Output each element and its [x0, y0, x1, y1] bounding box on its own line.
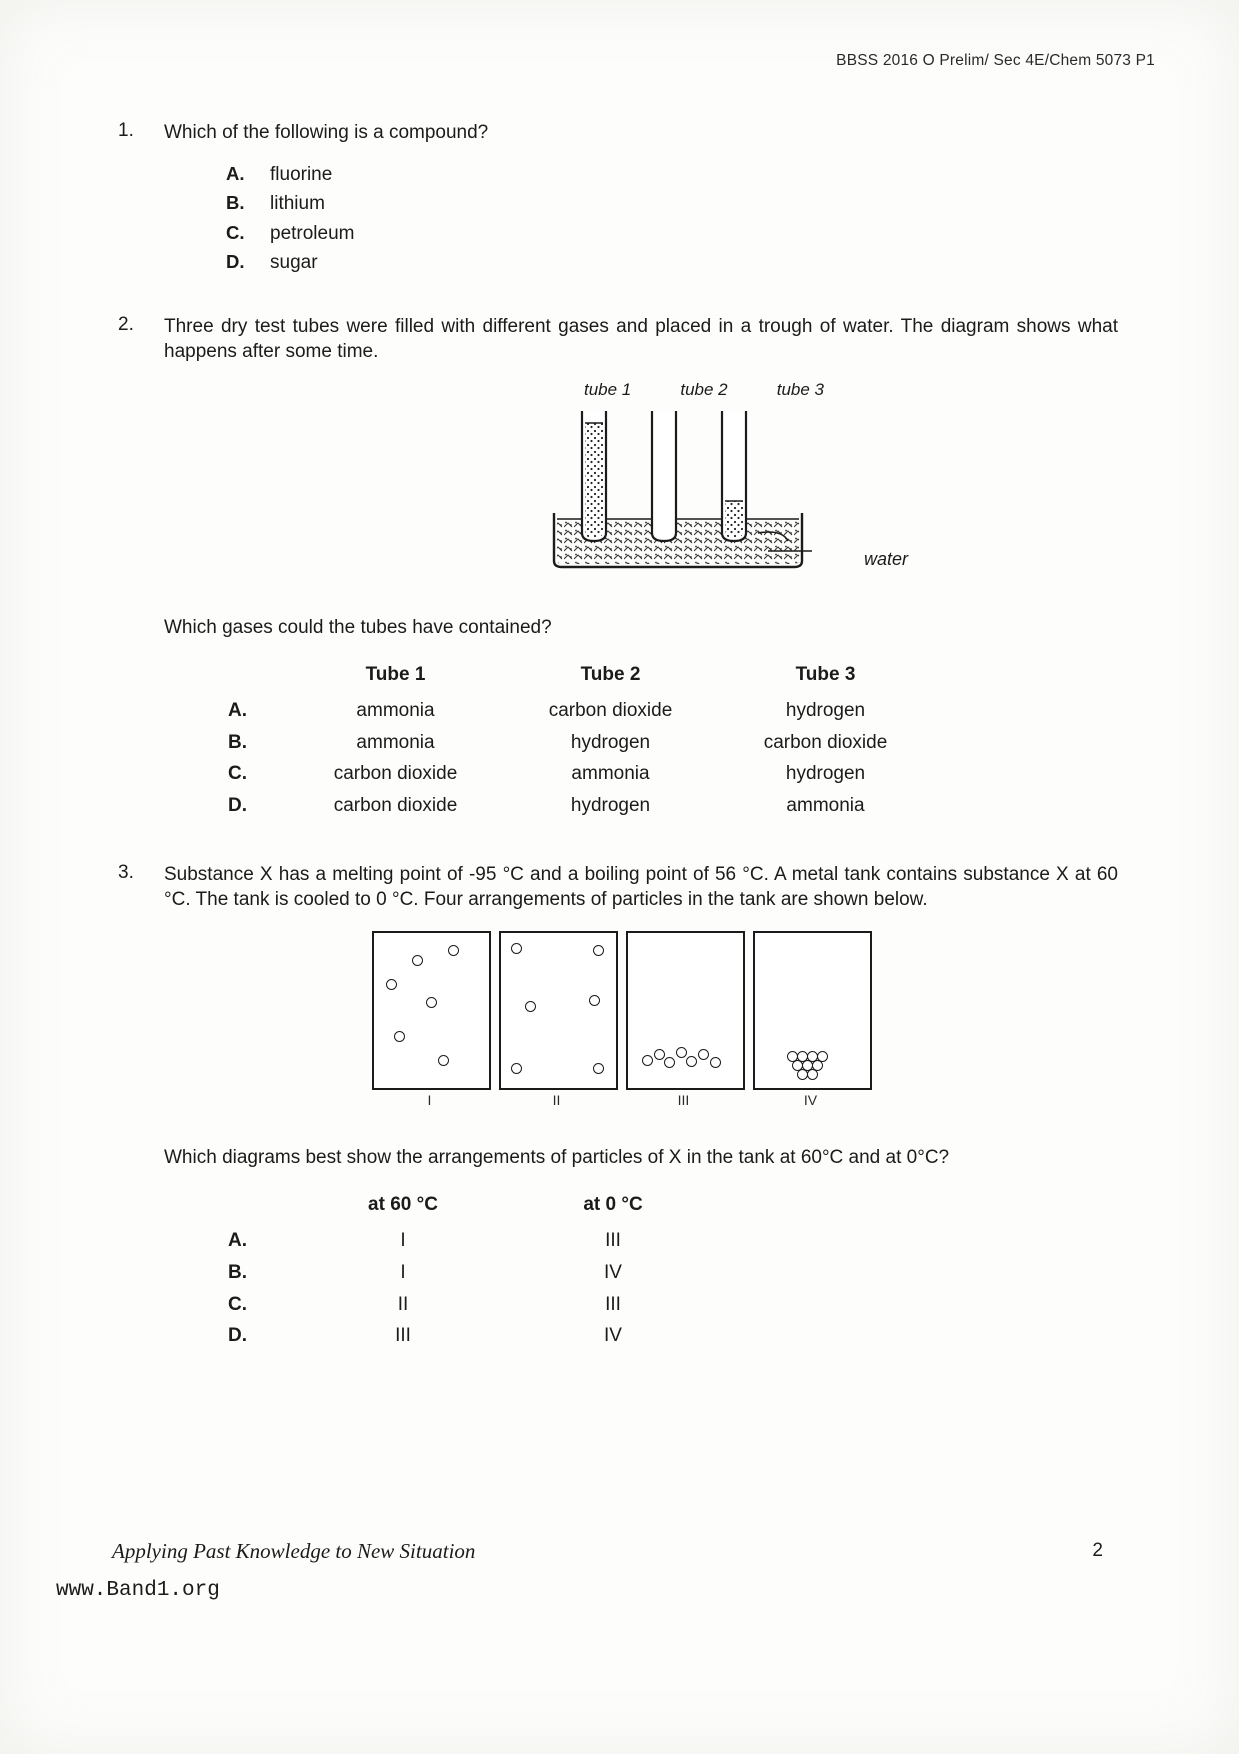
question-3-followup: Which diagrams best show the arrangements of particles of X in the tank at 60°C and at 0°C?: [164, 1147, 950, 1169]
particle: [686, 1056, 697, 1067]
particle-box-4-wrap: [753, 931, 868, 1109]
particle: [394, 1031, 405, 1042]
question-1-options: [226, 160, 1118, 278]
cell: ammonia: [356, 731, 435, 753]
question-2: [118, 314, 1118, 822]
option-letter: A.: [226, 162, 245, 184]
question-3-stem: Substance X has a melting point of -95 °C and a boiling point of 56 °C. A metal tank contains substance X at 60 °C. The tank is cooled to 0 °C. Four arrangements of particles in the tank are shown below.: [164, 863, 1118, 911]
cell: III: [395, 1325, 411, 1347]
cell: carbon dioxide: [763, 731, 888, 753]
question-2-stem: Three dry test tubes were filled with different gases and placed in a trough of water. The diagram shows what happens after some time.: [164, 315, 1118, 363]
particle-box-3-wrap: [626, 931, 741, 1109]
table-header-row: [226, 1189, 718, 1226]
option-row[interactable]: [226, 219, 1118, 249]
particle-box-gas-corners: [499, 931, 618, 1090]
option-row[interactable]: [226, 160, 1118, 190]
box-caption-3: III: [677, 1092, 690, 1109]
document-content: [118, 120, 1118, 1362]
column-header-tube-1: Tube 1: [365, 663, 426, 685]
option-text: fluorine: [270, 163, 333, 185]
cell: III: [605, 1293, 621, 1315]
option-letter: A.: [228, 700, 247, 722]
particle: [593, 1063, 604, 1074]
cell: carbon dioxide: [333, 795, 458, 817]
option-text: lithium: [270, 193, 325, 215]
cell: I: [400, 1230, 406, 1252]
option-letter: D.: [228, 795, 247, 817]
table-row[interactable]: [226, 727, 933, 759]
question-1-number: 1.: [118, 120, 134, 141]
question-2-followup: Which gases could the tubes have contained?: [164, 616, 552, 638]
particle-boxes: [372, 931, 868, 1109]
table-row[interactable]: [226, 1257, 718, 1289]
cell: I: [400, 1261, 406, 1283]
particle: [426, 997, 437, 1008]
particle: [438, 1055, 449, 1066]
option-letter: D.: [228, 1325, 247, 1347]
question-1-stem: Which of the following is a compound?: [164, 122, 489, 143]
question-3: [118, 862, 1118, 1352]
particle: [642, 1055, 653, 1066]
particle-box-1-wrap: [372, 931, 487, 1109]
particle: [654, 1049, 665, 1060]
cell: carbon dioxide: [548, 700, 673, 722]
cell: ammonia: [356, 700, 435, 722]
particle: [807, 1069, 818, 1080]
particle: [664, 1057, 675, 1068]
particle-box-gas-spread: [372, 931, 491, 1090]
option-letter: D.: [226, 251, 245, 273]
particle: [386, 979, 397, 990]
table-row[interactable]: [226, 790, 933, 822]
option-text: sugar: [270, 252, 318, 274]
option-letter: A.: [228, 1230, 247, 1252]
particle: [448, 945, 459, 956]
option-row[interactable]: [226, 189, 1118, 219]
particle: [589, 995, 600, 1006]
cell: IV: [604, 1261, 622, 1283]
option-row[interactable]: [226, 248, 1118, 278]
particle: [412, 955, 423, 966]
option-letter: C.: [226, 221, 245, 243]
option-letter: B.: [226, 192, 245, 214]
column-header-tube-2: Tube 2: [580, 663, 641, 685]
empty-header: [226, 659, 288, 696]
table-header-row: [226, 659, 933, 696]
question-3-number: 3.: [118, 861, 134, 883]
table-row[interactable]: [226, 1225, 718, 1257]
table-row[interactable]: [226, 695, 933, 727]
cell: hydrogen: [570, 795, 651, 817]
particle-arrangement-figure: [164, 931, 1164, 1131]
particle-box-liquid: [626, 931, 745, 1090]
particle: [593, 945, 604, 956]
particle-box-solid: [753, 931, 872, 1090]
footer-note: Applying Past Knowledge to New Situation: [112, 1539, 476, 1563]
option-letter: C.: [228, 763, 247, 785]
box-caption-4: IV: [803, 1092, 818, 1109]
option-letter: B.: [228, 731, 247, 753]
cell: hydrogen: [570, 731, 651, 753]
trough-svg: [544, 401, 864, 581]
cell: ammonia: [786, 795, 865, 817]
question-1: [118, 120, 1118, 278]
cell: IV: [604, 1325, 622, 1347]
tube-1-label: tube 1: [584, 379, 632, 399]
cell: hydrogen: [785, 700, 866, 722]
tube-3-label: tube 3: [776, 379, 824, 399]
empty-header: [226, 1189, 298, 1226]
column-header-at-60: at 60 °C: [368, 1193, 438, 1215]
box-caption-1: I: [427, 1092, 432, 1109]
table-row[interactable]: [226, 1320, 718, 1352]
cell: hydrogen: [785, 763, 866, 785]
particle: [676, 1047, 687, 1058]
box-caption-2: II: [552, 1092, 561, 1109]
trough-diagram: [544, 401, 864, 589]
cell: carbon dioxide: [333, 763, 458, 785]
question-2-answer-table: [226, 659, 933, 822]
column-header-at-0: at 0 °C: [583, 1193, 643, 1215]
footer-page-number: 2: [1092, 1540, 1103, 1561]
question-3-answer-table: [226, 1189, 718, 1352]
option-letter: B.: [228, 1261, 247, 1283]
particle: [698, 1049, 709, 1060]
particle: [710, 1057, 721, 1068]
tube-labels: [584, 379, 824, 402]
question-2-number: 2.: [118, 313, 134, 335]
tube-2-label: tube 2: [680, 379, 728, 399]
particle-box-2-wrap: [499, 931, 614, 1109]
water-label: water: [864, 548, 909, 569]
cell: ammonia: [571, 763, 650, 785]
footer-url: www.Band1.org: [56, 1579, 220, 1602]
option-text: petroleum: [270, 222, 355, 244]
column-header-tube-3: Tube 3: [795, 663, 856, 685]
page-header: BBSS 2016 O Prelim/ Sec 4E/Chem 5073 P1: [836, 52, 1155, 69]
particle: [511, 943, 522, 954]
particle: [525, 1001, 536, 1012]
table-row[interactable]: [226, 758, 933, 790]
option-letter: C.: [228, 1293, 247, 1315]
test-tubes-figure: [164, 379, 1164, 609]
table-row[interactable]: [226, 1289, 718, 1321]
particle: [511, 1063, 522, 1074]
cell: III: [605, 1230, 621, 1252]
cell: II: [397, 1293, 409, 1315]
